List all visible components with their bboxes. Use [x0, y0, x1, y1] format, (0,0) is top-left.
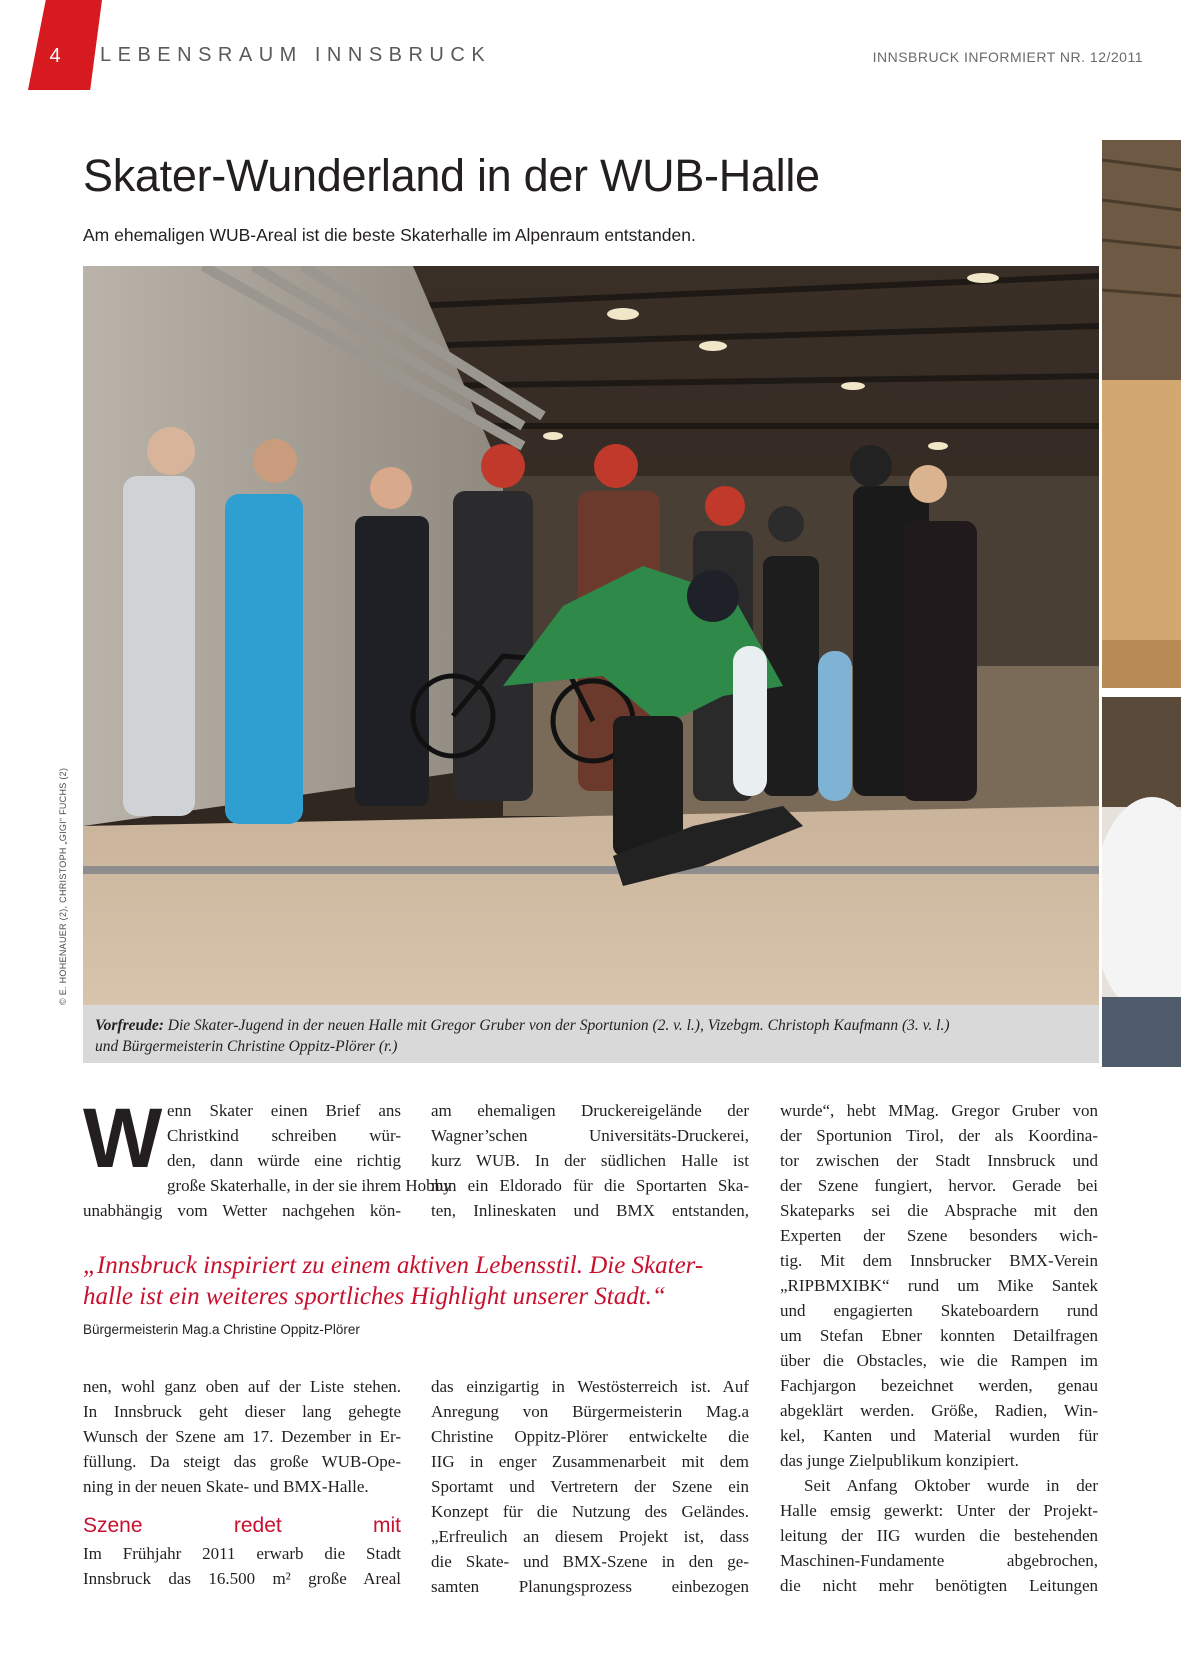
- column-3: [780, 1098, 1098, 1598]
- text-line: Wagner’schen Universitäts-Druckerei,: [431, 1126, 749, 1145]
- column-1-bottom: [83, 1374, 401, 1591]
- text-line: kurz WUB. In der südlichen Halle ist: [431, 1151, 749, 1170]
- text-line: um Stefan Ebner konnten Detailfragen: [780, 1326, 1098, 1345]
- text-line: große Skaterhalle, in der sie ihrem Hobby: [167, 1176, 452, 1195]
- text-line: Innsbruck das 16.500 m² große Areal: [83, 1569, 401, 1588]
- photo-credit: © E. HOHENAUER (2), CHRISTOPH „GIGI“ FUCHS (2): [58, 767, 68, 1005]
- text-line: Christkind schreiben wür-: [167, 1126, 401, 1145]
- caption-label: Vorfreude:: [95, 1017, 164, 1034]
- text-line: tor zwischen der Stadt Innsbruck und: [780, 1151, 1098, 1170]
- text-line: tig. Mit dem Innsbrucker BMX-Verein: [780, 1251, 1098, 1270]
- text-line: der Sportunion Tirol, der als Koordina-: [780, 1126, 1098, 1145]
- text-line: nen, wohl ganz oben auf der Liste stehen.: [83, 1377, 401, 1396]
- side-photo-top: [1102, 140, 1181, 688]
- photo-caption: [83, 1005, 1099, 1063]
- text-line: den, dann würde eine richtig: [167, 1151, 401, 1170]
- text-line: IIG in enger Zusammenarbeit mit dem: [431, 1452, 749, 1471]
- text-line: „Erfreulich an diesem Projekt ist, dass: [431, 1527, 749, 1546]
- text-line: füllung. Da steigt das große WUB-Ope-: [83, 1452, 401, 1471]
- text-line: unabhängig vom Wetter nachgehen kön-: [83, 1201, 401, 1220]
- text-line: Fachjargon bezeichnet werden, genau: [780, 1376, 1098, 1395]
- text-line: „RIPBMXIBK“ rund um Mike Santek: [780, 1276, 1098, 1295]
- quote-line: „Innsbruck inspiriert zu einem aktiven Lebensstil. Die Skater-: [83, 1252, 704, 1279]
- text-line: In Innsbruck geht dieser lang gehegte: [83, 1402, 401, 1421]
- article-photo: [83, 266, 1099, 1005]
- caption-text-1: Die Skater-Jugend in der neuen Halle mit Gregor Gruber von der Sportunion (2. v. l.), Vizebgm. Christoph Kaufmann (3. v. l.): [163, 1017, 950, 1034]
- text-line: wurde“, hebt MMag. Gregor Gruber von: [780, 1101, 1098, 1120]
- text-line: die Skate- und BMX-Szene in den ge-: [431, 1552, 749, 1571]
- subheading: Szene redet mit: [83, 1514, 401, 1537]
- text-line: und engagierten Skateboardern rund: [780, 1301, 1098, 1320]
- text-line: Sportamt und Vertretern der Szene ein: [431, 1477, 749, 1496]
- section-title: LEBENSRAUM INNSBRUCK: [100, 44, 492, 66]
- text-line: über die Obstacles, wie die Rampen im: [780, 1351, 1098, 1370]
- text-line: die nicht mehr benötigten Leitungen: [780, 1576, 1098, 1595]
- pull-quote: [83, 1250, 743, 1312]
- article-lead: Am ehemaligen WUB-Areal ist die beste Skaterhalle im Alpenraum entstanden.: [83, 225, 696, 245]
- page-number: 4: [49, 45, 61, 67]
- text-line: das junge Zielpublikum konzipiert.: [780, 1451, 1019, 1470]
- text-line: ning in der neuen Skate- und BMX-Halle.: [83, 1477, 369, 1496]
- text-line: abgeklärt werden. Größe, Radien, Win-: [780, 1401, 1098, 1420]
- caption-text-2: und Bürgermeisterin Christine Oppitz-Plörer (r.): [95, 1038, 398, 1055]
- drop-cap: W: [83, 1091, 163, 1185]
- quote-line: halle ist ein weiteres sportliches Highlight unserer Stadt.“: [83, 1283, 666, 1310]
- text-line: Halle emsig gewerkt: Unter der Projekt-: [780, 1501, 1098, 1520]
- quote-attribution: Bürgermeisterin Mag.a Christine Oppitz-Plörer: [83, 1322, 360, 1337]
- issue-label: INNSBRUCK INFORMIERT NR. 12/2011: [872, 49, 1143, 65]
- text-line: der Szene fungiert, hervor. Gerade bei: [780, 1176, 1098, 1195]
- side-photo-bottom: [1102, 697, 1181, 1067]
- text-line: das einzigartig in Westösterreich ist. Auf: [431, 1377, 749, 1396]
- text-line: leitung der IIG wurden die bestehenden: [780, 1526, 1098, 1545]
- text-line: Im Frühjahr 2011 erwarb die Stadt: [83, 1544, 401, 1563]
- text-line: kel, Kanten und Material wurden für: [780, 1426, 1098, 1445]
- text-line: Wunsch der Szene am 17. Dezember in Er-: [83, 1427, 401, 1446]
- column-1-top: [83, 1091, 452, 1223]
- text-line: nun ein Eldorado für die Sportarten Ska-: [431, 1176, 749, 1195]
- text-line: ten, Inlineskaten und BMX entstanden,: [431, 1201, 749, 1220]
- column-2-top: [431, 1098, 749, 1223]
- article-headline: Skater-Wunderland in der WUB-Halle: [83, 150, 820, 201]
- text-line: Christine Oppitz-Plörer entwickelte die: [431, 1427, 749, 1446]
- text-line: enn Skater einen Brief ans: [167, 1101, 401, 1120]
- text-line: Konzept für die Nutzung des Geländes.: [431, 1502, 749, 1521]
- text-line: Seit Anfang Oktober wurde in der: [804, 1476, 1098, 1495]
- text-line: am ehemaligen Druckereigelände der: [431, 1101, 749, 1120]
- text-line: Anregung von Bürgermeisterin Mag.a: [431, 1402, 749, 1421]
- text-line: Experten der Szene besonders wich-: [780, 1226, 1098, 1245]
- text-line: samten Planungsprozess einbezogen: [431, 1577, 749, 1596]
- column-2-bottom: [431, 1374, 749, 1599]
- text-line: Skateparks sei die Absprache mit den: [780, 1201, 1098, 1220]
- text-line: Maschinen-Fundamente abgebrochen,: [780, 1551, 1098, 1570]
